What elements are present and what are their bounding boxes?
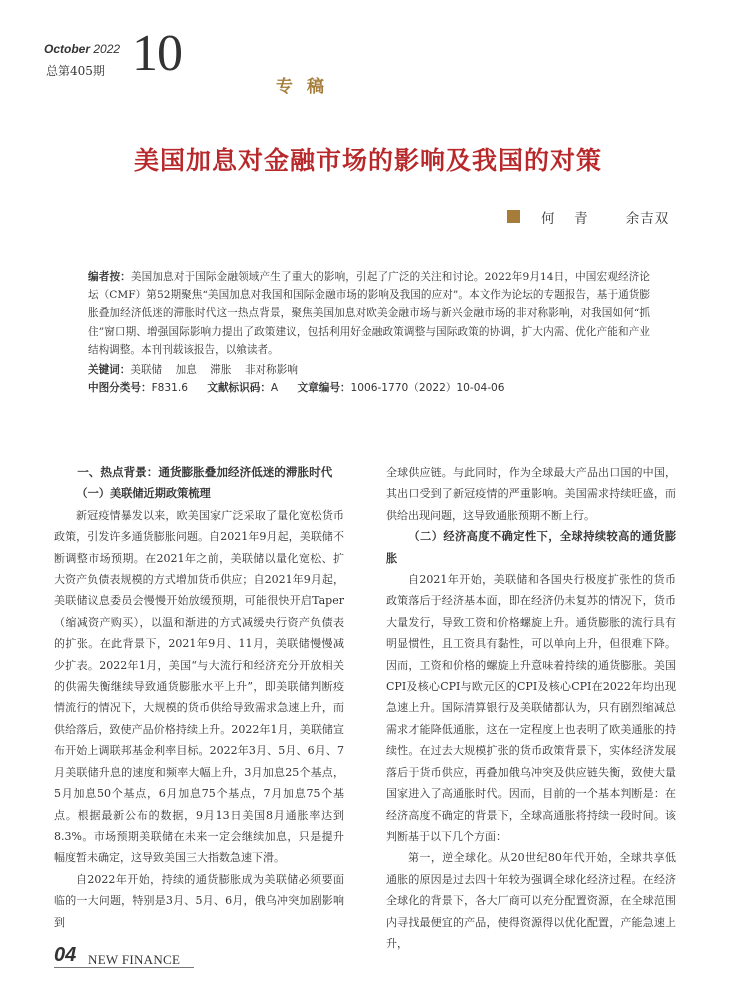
paragraph: 全球供应链。与此同时，作为全球最大产品出口国的中国，其出口受到了新冠疫情的严重影响。美国需求持续旺盛，而供给出现问题，这导致通胀预期不断上行。 (386, 466, 676, 522)
section-label: 专稿 (276, 77, 338, 97)
page-number: 04 (54, 944, 77, 966)
keywords (88, 362, 298, 377)
article-authors: 何 青 余吉双 (541, 211, 670, 227)
editor-note-label: 编者按： (88, 271, 131, 283)
paragraph: 第一，逆全球化。从20世纪80年代开始，全球共享低通胀的原因是过去四十年较为强调全球化经济过程。在经济全球化的背景下，各大厂商可以充分配置资源，在全球范围内寻找最便宜的产品，使得资源得以优化配置，产能急速上升， (386, 851, 676, 950)
article-title: 美国加息对金融市场的影响及我国的对策 (133, 146, 602, 175)
article-no-value: 1006-1770（2022）10-04-06 (350, 382, 505, 394)
paragraph: 新冠疫情暴发以来，欧美国家广泛采取了量化宽松货币政策，引发许多通货膨胀问题。自2021年9月起，美联储不断调整市场预期。在2021年之前，美联储以量化宽松、扩大资产负债表规模的方式增加货币供应；自2021年9月起，美联储议息委员会慢慢开始放缓预期，可能很快开启Taper（缩减资产购买），以温和渐进的方式减缓央行资产负债表的扩张。在此背景下，2021年9月、11月，美联储慢慢减少扩表。2022年1月，美国“与大流行和经济充分开放相关的供需失衡继续导致通货膨胀水平上升”，即美联储判断疫情流行的情况下，大规模的货币供给导致需求急速上升，而供给落后，致使产品价格持续上升。2022年1月，美联储宣布开始上调联邦基金利率目标。2022年3月、5月、6月、7月美联储升息的速度和频率大幅上升，3月加息25个基点，5月加息50个基点，6月加息75个基点，7月加息75个基点。根据最新公布的数据，9月13日美国8月通胀率达到8.3%。市场预期美联储在未来一定会继续加息，只是提升幅度暂未确定，这导致美国三大指数急速下滑。 (54, 508, 344, 865)
editor-note (88, 268, 650, 359)
paragraph: 自2022年开始，持续的通货膨胀成为美联储必须要面临的一大问题，特别是3月、5月、6月，俄乌冲突加剧影响到 (54, 872, 344, 929)
paragraph: 自2021年开始，美联储和各国央行极度扩张性的货币政策落后于经济基本面，即在经济仍未复苏的情况下，货币大量发行，导致工资和价格螺旋上升。通货膨胀的流行具有明显惯性，且工资具有黏性，可以单向上升，但很难下降。因而，工资和价格的螺旋上升意味着持续的通货膨胀。美国CPI及核心CPI与欧元区的CPI及核心CPI在2022年均出现急速上升。国际清算银行及美联储都认为，只有剧烈缩减总需求才能降低通胀，这在一定程度上也表明了欧美通胀的持续性。在过去大规模扩张的货币政策背景下，实体经济发展落后于货币供应，再叠加俄乌冲突及供应链失衡，致使大量国家进入了高通胀时代。因而，目前的一个基本判断是：在经济高度不确定的背景下，全球高通胀将持续一段时间。该判断基于以下几个方面： (386, 573, 676, 843)
total-issue: 总第405期 (46, 64, 105, 78)
issue-month-year (44, 42, 120, 56)
footer-divider (54, 967, 194, 968)
subsection-heading-1: （一）美联储近期政策梳理 (76, 487, 211, 501)
keywords-label: 关键词： (88, 364, 131, 376)
doc-label: 文献标识码： (207, 382, 271, 394)
journal-name: NEW FINANCE (88, 952, 181, 967)
keywords-value: 美联储 加息 滞胀 非对称影响 (130, 364, 298, 376)
clc-value: F831.6 (151, 382, 188, 394)
doc-value: A (270, 382, 279, 394)
classification-line (88, 380, 521, 395)
issue-year: 2022 (93, 42, 121, 56)
issue-month: October (44, 42, 91, 56)
body-column-right (386, 462, 676, 954)
subsection-heading-2: （二）经济高度不确定性下，全球持续较高的通货膨胀 (386, 530, 676, 565)
article-no-label: 文章编号： (297, 382, 351, 394)
clc-label: 中图分类号： (88, 382, 152, 394)
body-column-left (54, 462, 344, 933)
section-heading-1: 一、热点背景：通货膨胀叠加经济低迷的滞胀时代 (77, 465, 333, 479)
editor-note-text: 美国加息对于国际金融领域产生了重大的影响，引起了广泛的关注和讨论。2022年9月14日，中国宏观经济论坛（CMF）第52期聚焦“美国加息对我国和国际金融市场的影响及我国的应对”。本文作为论坛的专题报告，基于通货膨胀叠加经济低迷的滞胀时代这一热点背景，聚焦美国加息对欧美金融市场与新兴金融市场的非对称影响，对我国如何“抓住”窗口期、增强国际影响力提出了政策建议，包括利用好金融政策调整与国际政策的协调，扩大内需、优化产能和产业结构调整。本刊刊载该报告，以飨读者。 (88, 271, 650, 356)
author-marker-icon (507, 210, 520, 223)
issue-number: 10 (132, 25, 182, 82)
